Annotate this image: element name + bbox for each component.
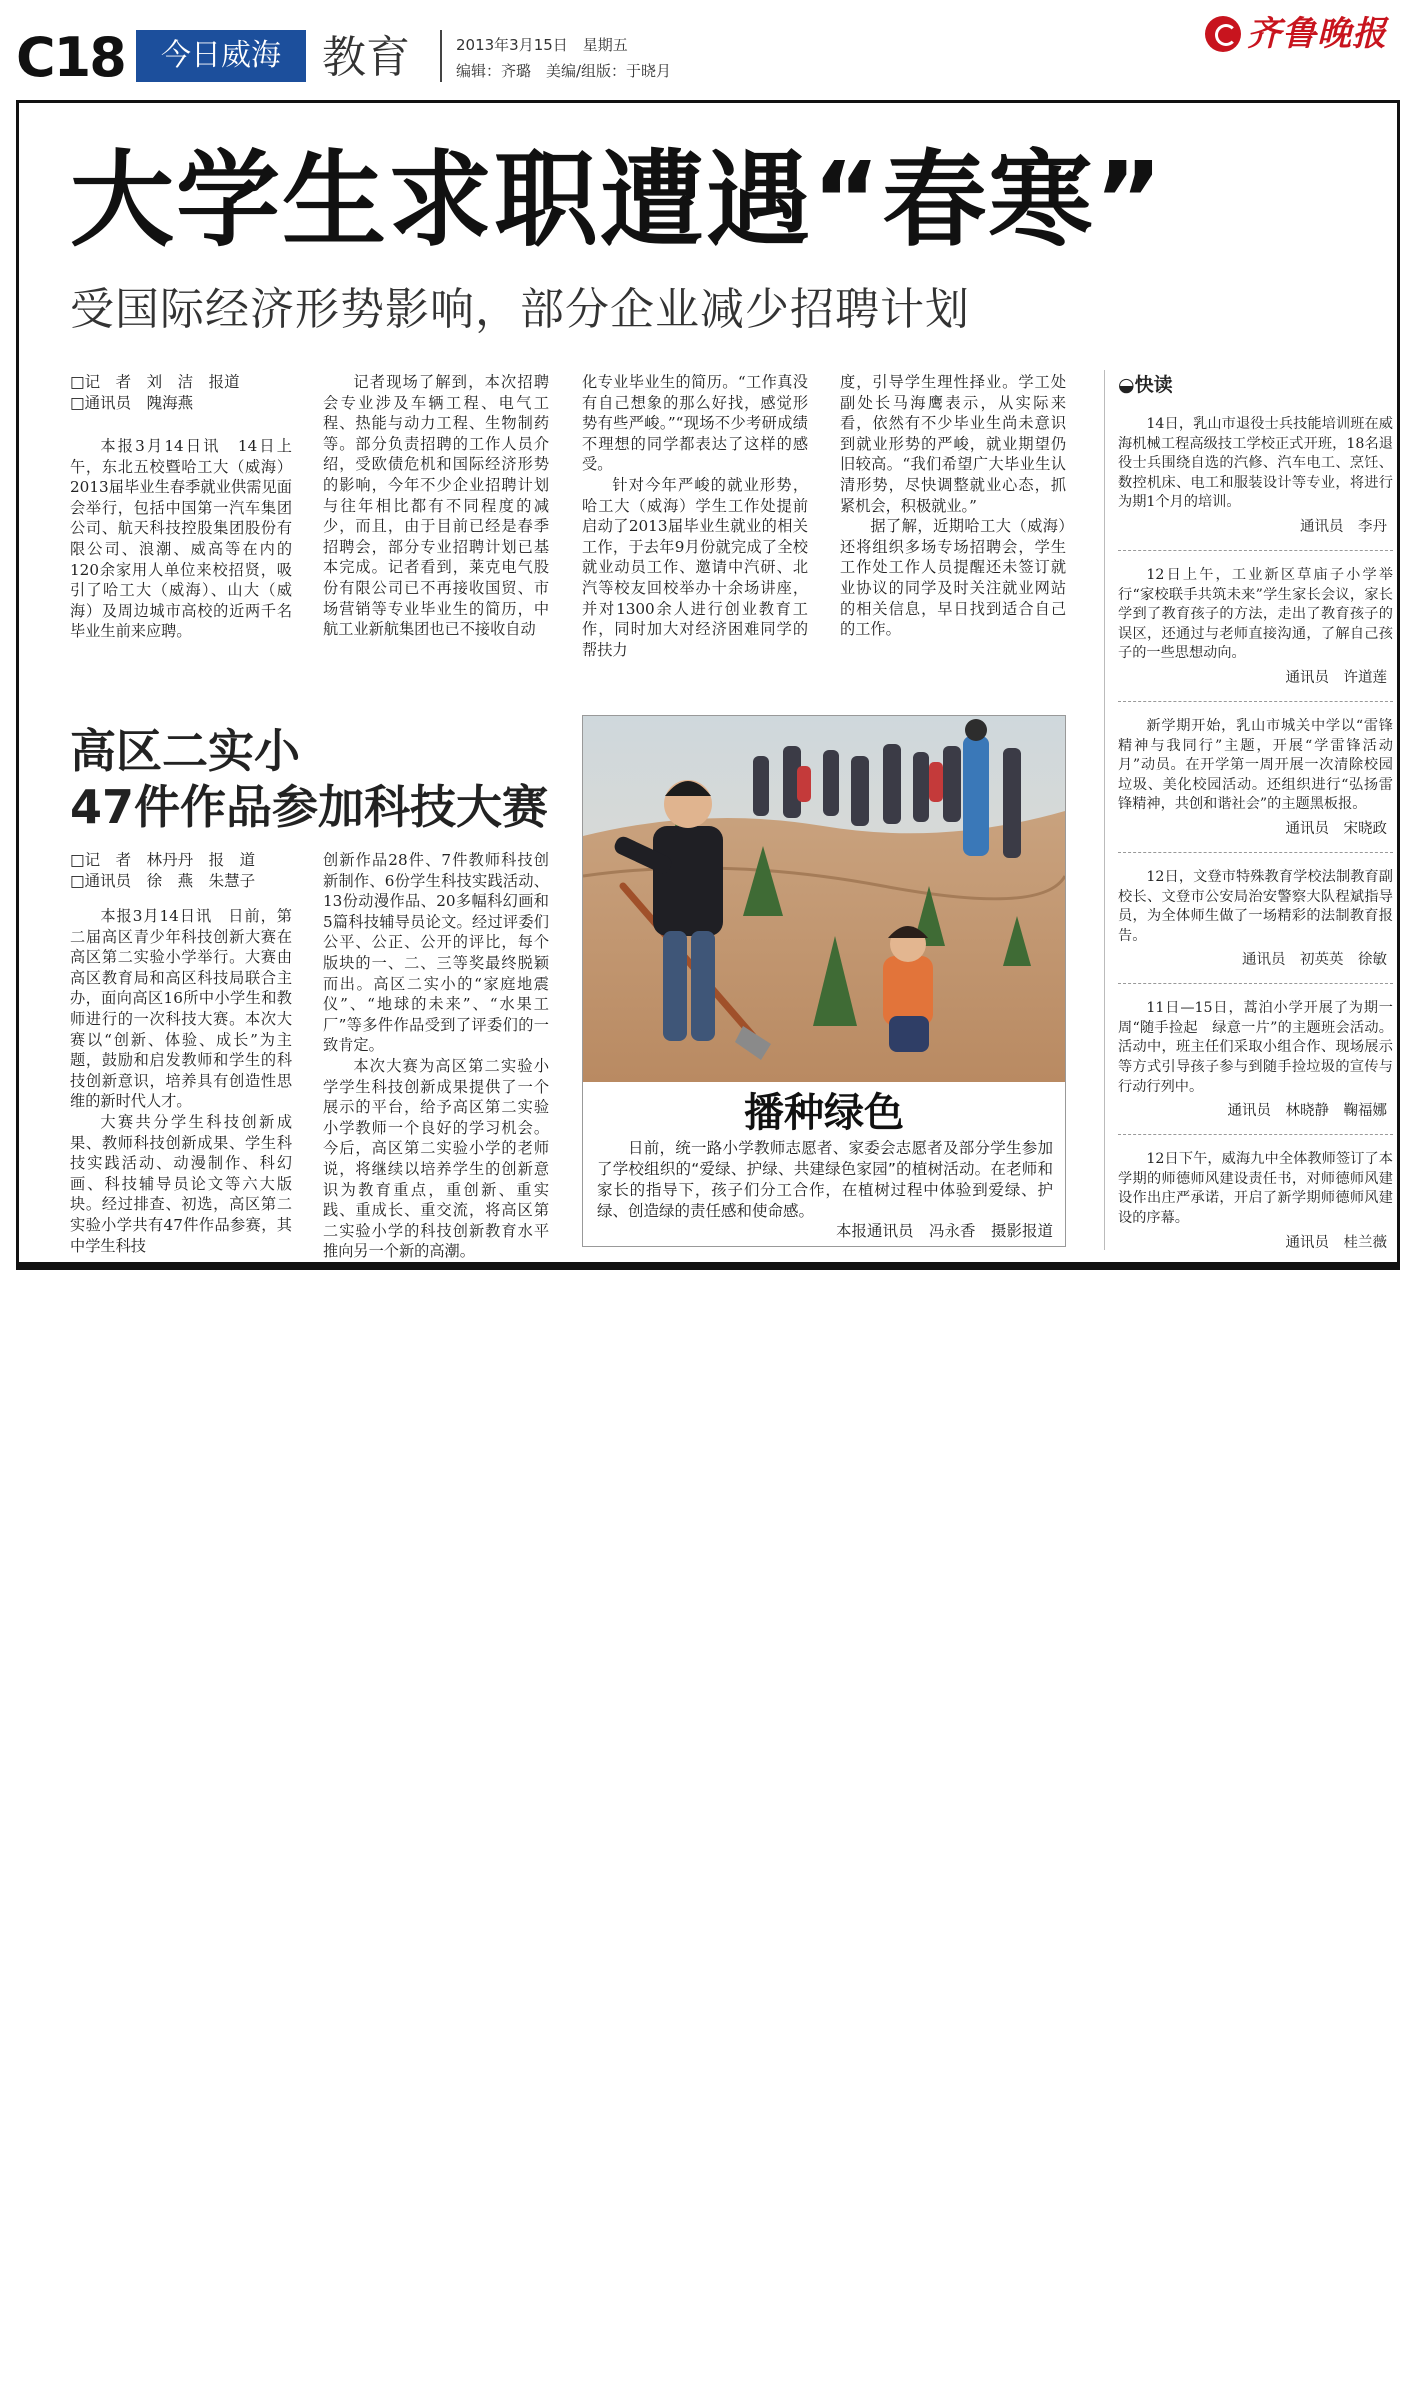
briefs-column — [1118, 370, 1393, 1250]
byline-correspondent: □通讯员 隗海燕 — [70, 394, 194, 412]
story2-column-1 — [70, 850, 292, 1256]
briefs-separator — [1104, 370, 1105, 1250]
photo-caption: 日前，统一路小学教师志愿者、家委会志愿者及部分学生参加了学校组织的“爱绿、护绿、共建绿色家园”的植树活动。在老师和家长的指导下，孩子们分工合作，在植树过程中体验到爱绿、护绿、创造绿的责任感和使命感。 — [597, 1139, 1053, 1220]
paragraph: 大赛共分学生科技创新成果、教师科技创新成果、学生科技实践活动、动漫制作、科幻画、科技辅导员论文等六大版块。经过排查、初选，高区第二实验小学共有47件作品参赛，其中学生科技 — [70, 1112, 292, 1255]
brief-credit: 通讯员 林晓静 鞠福娜 — [1227, 1103, 1387, 1120]
photo-illustration — [583, 716, 1065, 1082]
story2-byline-reporter: □记 者 林丹丹 报 道 — [70, 851, 256, 869]
brief-item: 12日上午，工业新区草庙子小学举行“家校联手共筑未来”学生家长会议，家长学到了教育孩子的方法，走出了教育孩子的误区，还通过与老师直接沟通，了解自己孩子的一些思想动向。 — [1118, 566, 1393, 662]
brief-item: 12日下午，威海九中全体教师签订了本学期的师德师风建设责任书，对师德师风建设作出庄严承诺，开启了新学期师德师风建设的序幕。 — [1118, 1151, 1393, 1227]
story2-column-2 — [323, 850, 549, 1262]
briefs-title-text: 快读 — [1134, 374, 1173, 396]
byline-reporter: □记 者 刘 洁 报道 — [70, 373, 240, 391]
brief-credit: 通讯员 宋晓政 — [1285, 820, 1387, 837]
headline: 大学生求职遭遇“春寒” — [70, 139, 1165, 261]
paragraph: 针对今年严峻的就业形势，哈工大（威海）学生工作处提前启动了2013届毕业生就业的相关工作，于去年9月份就完成了全校就业动员工作、邀请中汽研、北汽等校友回校举办十余场讲座，并对1300余人进行创业教育工作，同时加大对经济困难同学的帮扶力 — [582, 475, 808, 659]
paragraph: 化专业毕业生的简历。“工作真没有自己想象的那么好找，感觉形势有些严峻。”“现场不少考研成绩不理想的同学都表达了这样的感受。 — [582, 373, 808, 474]
paragraph: 度，引导学生理性择业。学工处副处长马海鹰表示，从实际来看，依然有不少毕业生尚未意识到就业形势的严峻，就业期望仍旧较高。“我们希望广大毕业生认清形势，尽快调整就业心态，抓紧机会，积极就业。” — [840, 373, 1066, 515]
page-number: C18 — [16, 26, 125, 89]
photo-credit: 本报通讯员 冯永香 摄影报道 — [835, 1222, 1053, 1240]
brief-credit: 通讯员 李丹 — [1300, 518, 1387, 535]
brief-item: 12日，文登市特殊教育学校法制教育副校长、文登市公安局治安警察大队程斌指导员，为全体师生做了一场精彩的法制教育报告。 — [1118, 868, 1393, 944]
masthead-divider — [440, 30, 442, 82]
brief-divider — [1118, 701, 1393, 703]
paragraph: 本报3月14日讯 日前，第二届高区青少年科技创新大赛在高区第二实验小学举行。大赛由高区教育局和高区科技局联合主办，面向高区16所中小学生和教师进行的一次科技大赛。本次大赛以“创新、体验、成长”为主题，鼓励和启发教师和学生的科技创新意识，培养具有创造性思维的新时代人才。 — [70, 907, 292, 1111]
editor-line: 编辑：齐璐 美编/组版：于晓月 — [456, 62, 672, 80]
lead-column-2 — [323, 372, 549, 640]
paragraph: 本报3月14日讯 14日上午，东北五校暨哈工大（威海）2013届毕业生春季就业供需见面会举行，包括中国第一汽车集团公司、航天科技控股集团股份有限公司、浪潮、威高等在内的120余家用人单位来校招贤，吸引了哈工大（威海）、山大（威海）及周边城市高校的近两千名毕业生前来应聘。 — [70, 437, 292, 641]
paragraph: 创新作品28件、7件教师科技创新制作、6份学生科技实践活动、13份动漫作品、20多幅科幻画和5篇科技辅导员论文。经过评委们公平、公正、公开的评比，每个版块的一、二、三等奖最终脱颖而出。高区二实小的“家庭地震仪”、“地球的未来”、“水果工厂”等多件作品受到了评委们的一致肯定。 — [323, 851, 549, 1055]
subheadline: 受国际经济形势影响，部分企业减少招聘计划 — [70, 284, 970, 335]
story2-title-line2: 47件作品参加科技大赛 — [70, 780, 549, 834]
brief-divider — [1118, 852, 1393, 854]
newspaper-logo — [1205, 10, 1405, 58]
subsection-label: 教育 — [322, 32, 410, 83]
brief-item: 新学期开始，乳山市城关中学以“雷锋精神与我同行”主题，开展“学雷锋活动月”动员。在开学第一周开展一次清除校园垃圾、美化校园活动。还组织进行“弘扬雷锋精神，共创和谐社会”的主题黑板报。 — [1118, 717, 1393, 813]
logo-text: 齐鲁晚报 — [1247, 14, 1387, 54]
briefs-bullet-icon: ◒ — [1118, 374, 1135, 396]
photo-title: 播种绿色 — [744, 1090, 904, 1136]
date-line: 2013年3月15日 星期五 — [456, 36, 628, 54]
photo-block — [582, 715, 1066, 1247]
lead-column-1 — [70, 372, 292, 642]
paragraph: 据了解，近期哈工大（威海）还将组织多场专场招聘会，学生工作处工作人员提醒还未签订就业协议的同学及时关注就业网站的相关信息，早日找到适合自己的工作。 — [840, 517, 1066, 639]
story2-title-line1: 高区二实小 — [70, 724, 300, 778]
paragraph: 本次大赛为高区第二实验小学学生科技创新成果提供了一个展示的平台，给予高区第二实验小学教师一个良好的学习机会。今后，高区第二实验小学的老师说，将继续以培养学生的创新意识为教育重点，重创新、重实践、重成长、重交流，将高区第二实验小学的科技创新教育水平推向另一个新的高潮。 — [323, 1056, 549, 1261]
lead-column-4 — [840, 372, 1066, 640]
brief-credit: 通讯员 初英英 徐敏 — [1242, 952, 1387, 969]
lead-column-3 — [582, 372, 808, 660]
brief-item: 14日，乳山市退役士兵技能培训班在威海机械工程高级技工学校正式开班，18名退役士兵围绕自选的汽修、汽车电工、烹饪、数控机床、电工和服装设计等专业，将进行为期1个月的培训。 — [1118, 416, 1393, 511]
logo-mark-icon — [1205, 16, 1241, 52]
brief-divider — [1118, 1134, 1393, 1136]
frame-bottom-rule — [16, 1262, 1400, 1270]
paragraph: 记者现场了解到，本次招聘会专业涉及车辆工程、电气工程、热能与动力工程、生物制药等。部分负责招聘的工作人员介绍，受欧债危机和国际经济形势的影响，今年不少企业招聘计划与往年相比都有不同程度的减少，而且，由于目前已经是春季招聘会，部分专业招聘计划已基本完成。记者看到，莱克电气股份有限公司已不再接收国贸、市场营销等专业毕业生的简历，中航工业新航集团也已不接收自动 — [323, 373, 549, 639]
brief-credit: 通讯员 桂兰薇 — [1285, 1234, 1387, 1251]
tree-planting-photo — [583, 716, 1065, 1082]
brief-divider — [1118, 983, 1393, 985]
story2-byline-correspondent: □通讯员 徐 燕 朱慧子 — [70, 872, 256, 890]
brief-item: 11日—15日，蒿泊小学开展了为期一周“随手捡起 绿意一片”的主题班会活动。活动中，班主任们采取小组合作、现场展示等方式引导孩子参与到随手捡垃圾的宣传与行动行列中。 — [1118, 1000, 1393, 1095]
brief-divider — [1118, 550, 1393, 552]
brief-credit: 通讯员 许道莲 — [1285, 669, 1387, 686]
section-label: 今日威海 — [136, 30, 306, 82]
briefs-title — [1118, 370, 1393, 397]
